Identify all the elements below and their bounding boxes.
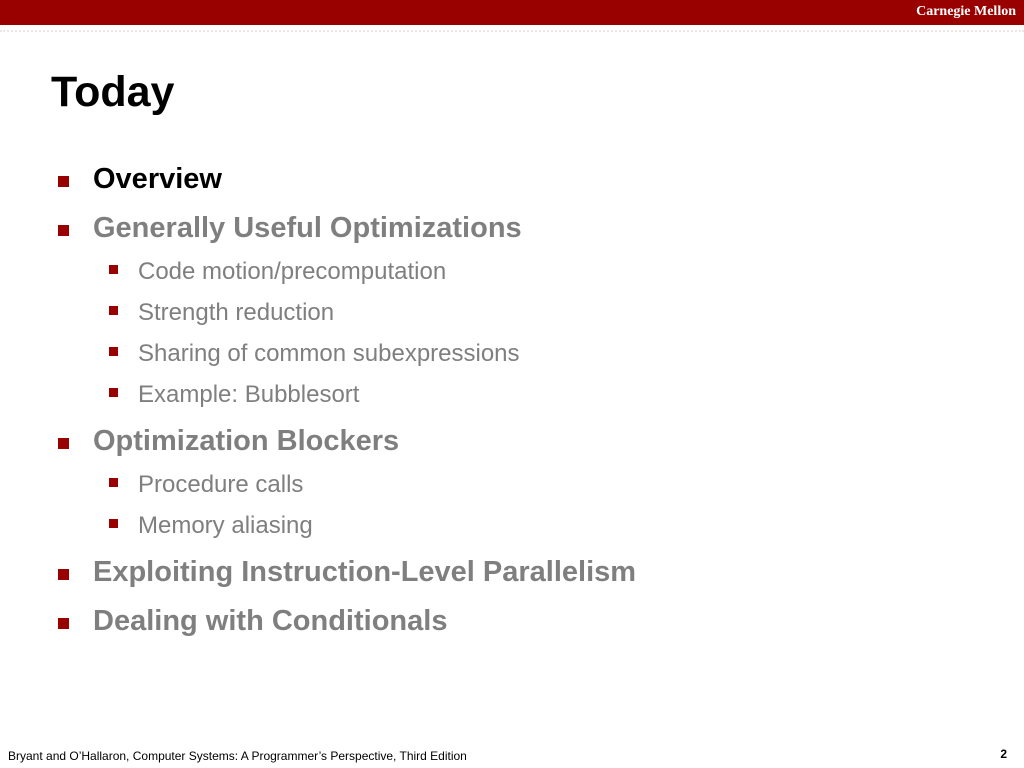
outline-item-dealing-with-conditionals <box>93 604 447 638</box>
footer-citation: Bryant and O’Hallaron, Computer Systems: A Programmer’s Perspective, Third Edition <box>8 749 467 763</box>
outline-subitem-sharing-subexpressions <box>138 339 520 369</box>
slide-title: Today <box>51 68 175 116</box>
square-bullet-icon <box>109 478 118 487</box>
outline-subitem-label: Code motion/precomputation <box>138 258 447 285</box>
page-number: 2 <box>1000 747 1007 761</box>
header-divider <box>0 30 1024 32</box>
brand-label: Carnegie Mellon <box>916 4 1016 19</box>
outline-subitem-label: Strength reduction <box>138 299 335 326</box>
outline-item-label: Dealing with Conditionals <box>93 605 448 637</box>
outline-subitem-strength-reduction <box>138 298 334 328</box>
square-bullet-icon <box>58 618 69 629</box>
square-bullet-icon <box>58 569 69 580</box>
square-bullet-icon <box>58 438 69 449</box>
outline-subitem-label: Example: Bubblesort <box>138 381 360 408</box>
outline-item-label: Generally Useful Optimizations <box>93 212 522 244</box>
outline-subitem-bubblesort <box>138 380 359 410</box>
header-bar <box>0 0 1024 25</box>
outline-subitem-label: Memory aliasing <box>138 512 313 539</box>
square-bullet-icon <box>58 176 69 187</box>
square-bullet-icon <box>109 306 118 315</box>
outline-item-generally-useful-optimizations <box>93 211 522 245</box>
outline-subitem-procedure-calls <box>138 470 303 500</box>
square-bullet-icon <box>109 347 118 356</box>
outline-item-label: Optimization Blockers <box>93 425 400 457</box>
square-bullet-icon <box>109 388 118 397</box>
outline-item-optimization-blockers <box>93 424 399 458</box>
outline-item-label: Overview <box>93 163 222 195</box>
square-bullet-icon <box>109 265 118 274</box>
outline-subitem-memory-aliasing <box>138 511 313 541</box>
outline-subitem-code-motion <box>138 257 446 287</box>
outline-item-instruction-level-parallelism <box>93 555 636 589</box>
square-bullet-icon <box>58 225 69 236</box>
square-bullet-icon <box>109 519 118 528</box>
outline-item-overview <box>93 162 222 196</box>
outline-item-label: Exploiting Instruction-Level Parallelism <box>93 556 637 588</box>
outline-subitem-label: Sharing of common subexpressions <box>138 340 520 367</box>
outline-subitem-label: Procedure calls <box>138 471 304 498</box>
